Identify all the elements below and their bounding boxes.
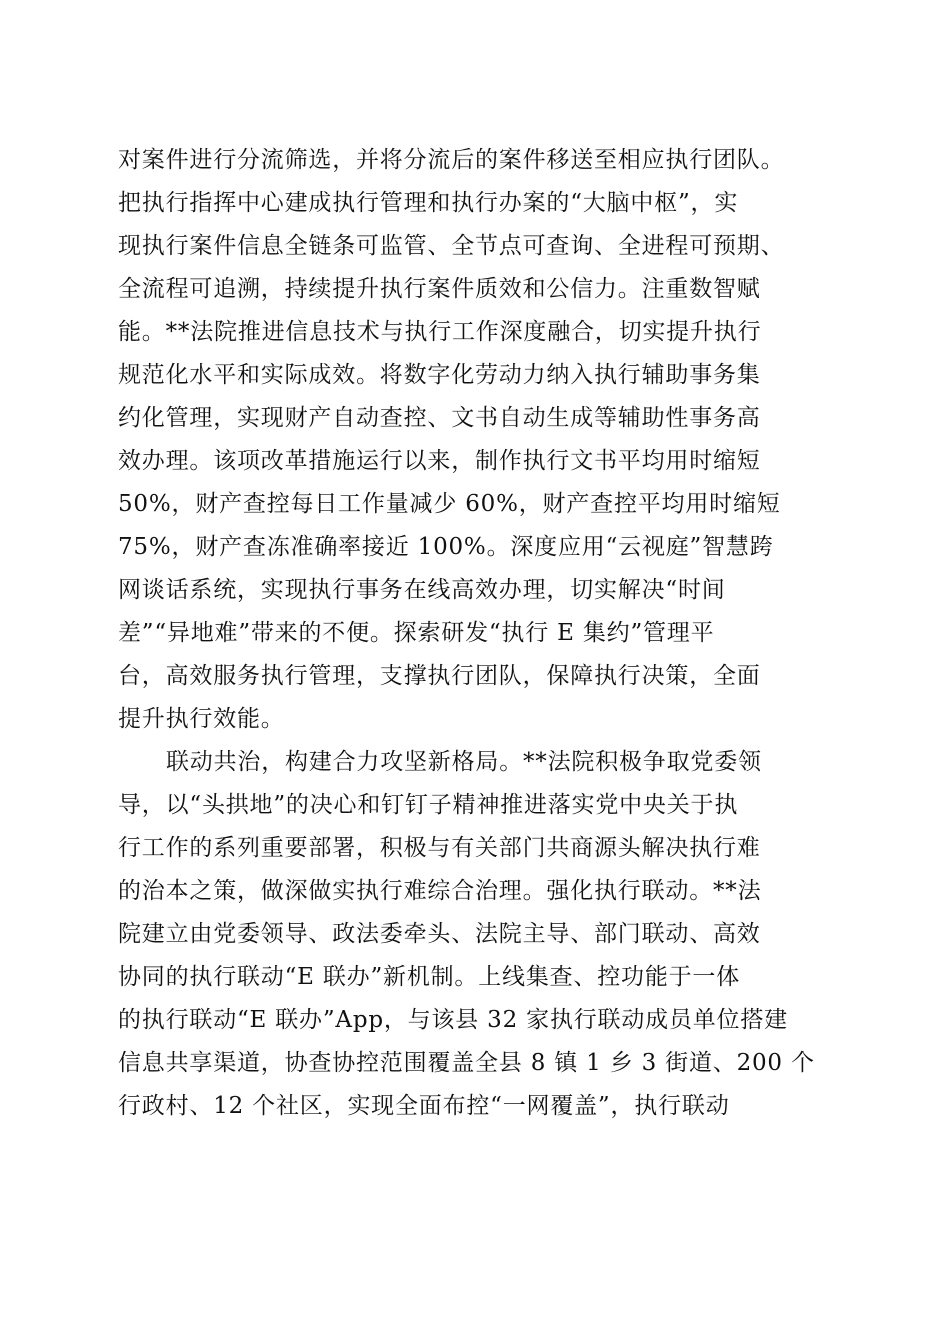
text-line: 的治本之策，做深做实执行难综合治理。强化执行联动。**法 bbox=[118, 878, 762, 904]
text-line: 能。**法院推进信息技术与执行工作深度融合，切实提升执行 bbox=[118, 319, 762, 345]
text-line: 规范化水平和实际成效。将数字化劳动力纳入执行辅助事务集 bbox=[118, 362, 761, 388]
text-line: 差”“异地难”带来的不便。探索研发“执行 E 集约”管理平 bbox=[118, 620, 715, 646]
text-line: 对案件进行分流筛选，并将分流后的案件移送至相应执行团队。 bbox=[118, 147, 785, 173]
text-line: 导，以“头拱地”的决心和钉钉子精神推进落实党中央关于执 bbox=[118, 792, 739, 818]
text-line: 台，高效服务执行管理，支撑执行团队，保障执行决策，全面 bbox=[118, 663, 761, 689]
text-line: 信息共享渠道，协查协控范围覆盖全县 8 镇 1 乡 3 街道、200 个 bbox=[118, 1050, 815, 1076]
text-line: 约化管理，实现财产自动查控、文书自动生成等辅助性事务高 bbox=[118, 405, 761, 431]
text-line: 50%，财产查控每日工作量减少 60%，财产查控平均用时缩短 bbox=[118, 491, 781, 517]
text-line: 把执行指挥中心建成执行管理和执行办案的“大脑中枢”，实 bbox=[118, 190, 739, 216]
text-line: 75%，财产查冻准确率接近 100%。深度应用“云视庭”智慧跨 bbox=[118, 534, 774, 560]
text-line: 网谈话系统，实现执行事务在线高效办理，切实解决“时间 bbox=[118, 577, 726, 603]
text-line: 全流程可追溯，持续提升执行案件质效和公信力。注重数智赋 bbox=[118, 276, 761, 302]
text-line: 行政村、12 个社区，实现全面布控“一网覆盖”，执行联动 bbox=[118, 1093, 730, 1119]
text-line: 行工作的系列重要部署，积极与有关部门共商源头解决执行难 bbox=[118, 835, 761, 861]
text-line: 效办理。该项改革措施运行以来，制作执行文书平均用时缩短 bbox=[118, 448, 761, 474]
text-line: 的执行联动“E 联办”App，与该县 32 家执行联动成员单位搭建 bbox=[118, 1007, 788, 1033]
text-line: 院建立由党委领导、政法委牵头、法院主导、部门联动、高效 bbox=[118, 921, 761, 947]
text-line: 提升执行效能。 bbox=[118, 706, 285, 732]
paragraph-start-line: 联动共治，构建合力攻坚新格局。**法院积极争取党委领 bbox=[166, 749, 762, 775]
text-line: 协同的执行联动“E 联办”新机制。上线集查、控功能于一体 bbox=[118, 964, 741, 990]
text-line: 现执行案件信息全链条可监管、全节点可查询、全进程可预期、 bbox=[118, 233, 785, 259]
